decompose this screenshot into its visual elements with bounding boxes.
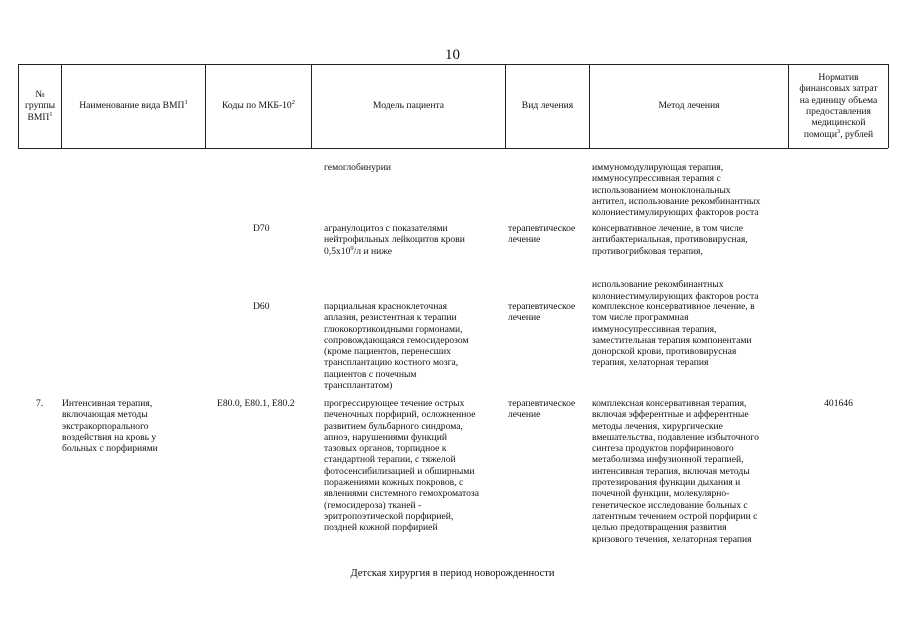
row1-method: иммуномодулирующая терапия, иммуносупрессивная терапия с использованием моноклональных антител, использование рекомбинантных колониестимулирующих факторов роста	[592, 162, 761, 219]
section-footer-title: Детская хирургия в период новорожденности	[350, 568, 555, 579]
header-model: Модель пациента	[372, 100, 445, 112]
row4-model: прогрессирующее течение острых печеночных порфирий, осложненное развитием бульбарного синдрома, апноэ, нарушениями функций тазовых органов, торпидное к стандартной терапии, с тяжелой фотосенсибилизацией и обширными поражениями кожных покровов, с явлениями системного гемохроматоза (гемосидероза) тканей - эритропоэтической порфирией, поздней кожной порфирией	[324, 398, 479, 534]
header-codes: Коды по МКБ-$10^2$	[222, 99, 295, 112]
row3-model: парциальная красноклеточная аплазия, резистентная к терапии глюкокортикоидными гормонами, сопровождающаяся гемосидерозом (кроме пациентов, перенесших трансплантацию костного мозга, пациентов с почечным трансплантатом)	[324, 301, 469, 392]
row2-model: агранулоцитоз с показателями нейтрофильных лейкоцитов крови $0,5x10^9/л$ и ниже	[324, 223, 465, 257]
row3-treatment-type: терапевтическое лечение	[508, 301, 576, 324]
header-divider	[888, 64, 889, 148]
row4-name: Интенсивная терапия, включающая методы экстракорпорального воздействия на кровь у больных с порфириями	[62, 398, 158, 455]
row4-treatment-type: терапевтическое лечение	[508, 398, 576, 421]
header-bottom-rule	[18, 148, 888, 149]
header-method: Метод лечения	[658, 100, 720, 112]
row2-treatment-type: терапевтическое лечение	[508, 223, 576, 246]
header-norm: Норматив финансовых затрат на единицу объема предоставления медицинской помощи$^3$, рублей	[799, 72, 878, 140]
row3-method: комплексное консервативное лечение, в том числе программная иммуносупрессивная терапия, заместительная терапия компонентами донорской крови, противовирусная терапия, хелаторная терапия	[592, 301, 755, 369]
row2-method: консервативное лечение, в том числе антибактериальная, противовирусная, противогрибковая терапия, использование рекомбинантных колониестимулирующих факторов роста	[592, 223, 759, 302]
row4-code: E80.0, E80.1, E80.2	[217, 398, 295, 409]
page-number: 10	[445, 47, 460, 63]
header-group: № группы ВМП$^1$	[25, 89, 56, 123]
row4-method: комплексная консервативная терапия, включая эфферентные и афферентные методы лечения, хирургические вмешательства, подавление избыточного синтеза продуктов порфиринового метаболизма инфузионной терапией, интенсивная терапия, включая методы протезирования функции дыхания и почечной функции, молекулярно- генетическое исследование больных с латентным течением острой порфирии с целью предотвращения развития кризового течения, хелаторная терапия	[592, 398, 759, 545]
row2-code: D70	[253, 223, 270, 234]
header-treatment-type: Вид лечения	[521, 100, 574, 112]
row1-model: гемоглобинурии	[324, 162, 391, 173]
row4-norm: 401646	[824, 398, 853, 409]
row4-group: 7.	[36, 398, 44, 409]
header-name: Наименование вида ВМП$^1$	[79, 99, 188, 112]
row3-code: D60	[253, 301, 270, 312]
